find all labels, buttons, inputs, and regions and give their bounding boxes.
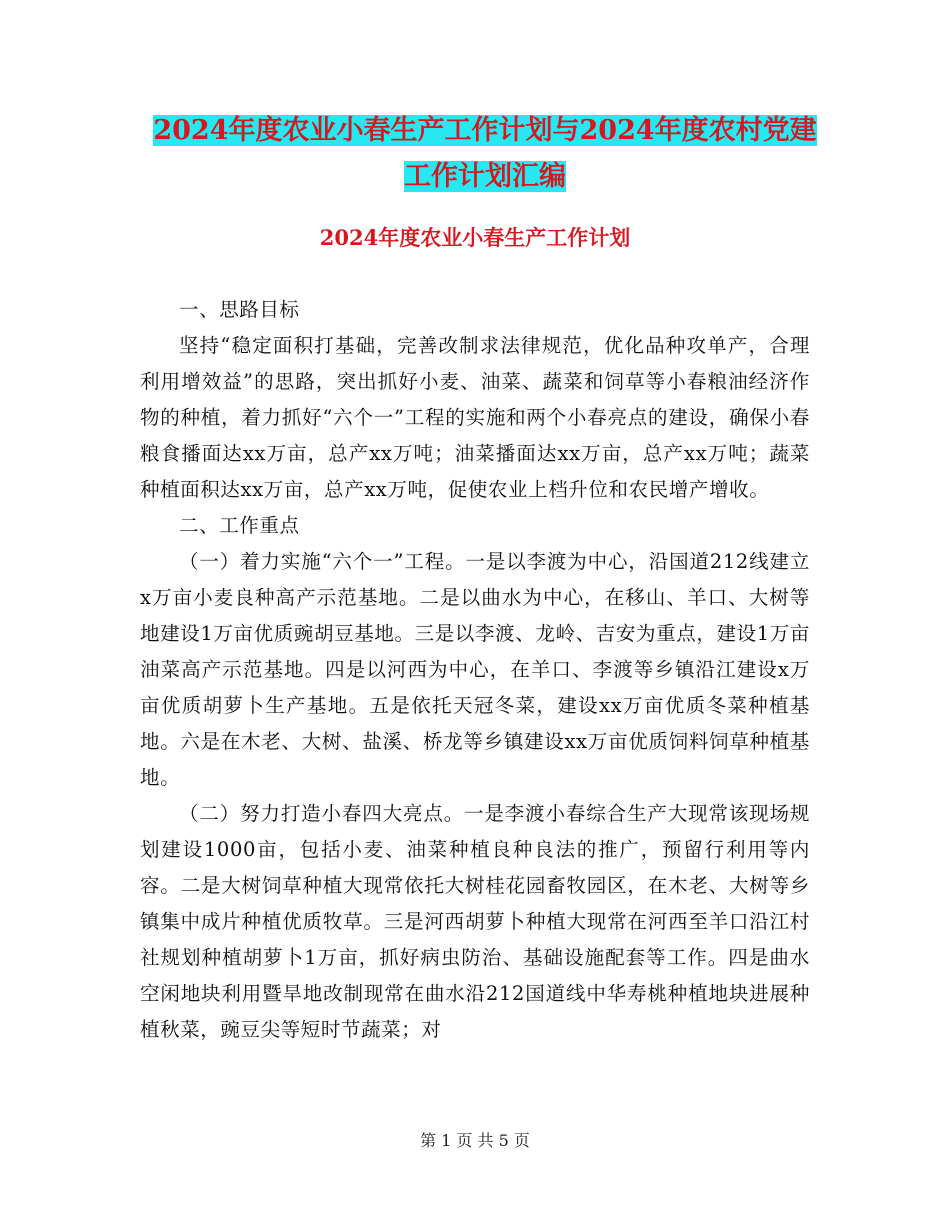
paragraph-six-projects: （一）着力实施“六个一”工程。一是以李渡为中心，沿国道212线建立x万亩小麦良种高产示范基地。二是以曲水为中心，在移山、羊口、大树等地建设1万亩优质豌胡豆基地。三是以李渡、龙岭、吉安为重点，建设1万亩油菜高产示范基地。四是以河西为中心，在羊口、李渡等乡镇沿江建设x万亩优质胡萝卜生产基地。五是依托天冠冬菜，建设xx万亩优质冬菜种植基地。六是在木老、大树、盐溪、桥龙等乡镇建设xx万亩优质饲料饲草种植基地。 <box>140 550 810 789</box>
section-title: 2024年度农业小春生产工作计划 <box>319 225 631 250</box>
document-body <box>140 292 810 1048</box>
document-title <box>150 108 820 200</box>
page-footer: 第 1 页 共 5 页 <box>420 1131 530 1150</box>
heading-work-focus: 二、工作重点 <box>179 514 300 537</box>
paragraph-goals: 坚持“稳定面积打基础，完善改制求法律规范，优化品种攻单产，合理利用增效益”的思路，突出抓好小麦、油菜、蔬菜和饲草等小春粮油经济作物的种植，着力抓好“六个一”工程的实施和两个小春亮点的建设，确保小春粮食播面达xx万亩，总产xx万吨；油菜播面达xx万亩，总产xx万吨；蔬菜种植面积达xx万亩，总产xx万吨，促使农业上档升位和农民增产增收。 <box>140 334 810 501</box>
heading-goals: 一、思路目标 <box>179 298 300 321</box>
title-line-1: 2024年度农业小春生产工作计划与2024年度农村党建 <box>153 115 817 146</box>
title-line-2: 工作计划汇编 <box>404 161 566 192</box>
paragraph-four-highlights: （二）努力打造小春四大亮点。一是李渡小春综合生产大现常该现场规划建设1000亩，包括小麦、油菜种植良种良法的推广，预留行利用等内容。二是大树饲草种植大现常依托大树桂花园畜牧园区，在木老、大树等乡镇集中成片种植优质牧草。三是河西胡萝卜种植大现常在河西至羊口沿江村社规划种植胡萝卜1万亩，抓好病虫防治、基础设施配套等工作。四是曲水空闲地块利用暨旱地改制现常在曲水沿212国道线中华寿桃种植地块进展种植秋菜，豌豆尖等短时节蔬菜；对 <box>140 802 810 1041</box>
